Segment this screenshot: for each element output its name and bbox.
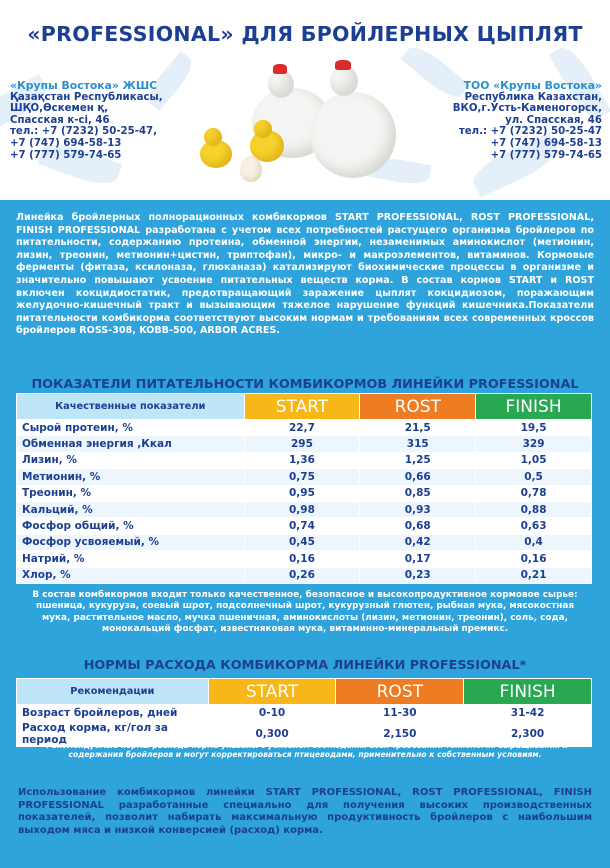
contact-line: +7 (777) 579-74-65: [10, 149, 122, 161]
table-row: [17, 501, 592, 517]
cell-finish: 329: [476, 436, 592, 452]
contact-org: ТОО «Крупы Востока»: [463, 79, 602, 92]
chick: [204, 128, 222, 146]
cell-finish: 0,21: [476, 567, 592, 583]
consumption-title: НОРМЫ РАСХОДА КОМБИКОРМА ЛИНЕЙКИ PROFESSIONAL*: [83, 658, 527, 673]
cell-rost: 0,17: [360, 551, 476, 567]
table-row: [17, 469, 592, 485]
column-rost: ROST: [360, 394, 476, 420]
table-row: [17, 518, 592, 534]
column-caption: Рекомендации: [17, 679, 209, 705]
cell-rost: 1,25: [360, 452, 476, 468]
cell-rost: 0,68: [360, 518, 476, 534]
cell-start: 0,300: [208, 722, 336, 747]
cell-rost: 21,5: [360, 420, 476, 436]
cell-start: 0,95: [244, 485, 360, 501]
footnote: *Рекомендуемые нормы расхода корма указаны с условием соблюдения всех требований технологии выращивания и содержания бройлеров и могут корректироваться птицеводами, применительно к собственным условиям.: [42, 741, 568, 760]
cell-rost: 0,23: [360, 567, 476, 583]
column-start: START: [208, 679, 336, 705]
row-label: Натрий, %: [17, 551, 245, 567]
contact-line: ШҚО,Өскемен қ,: [10, 103, 109, 115]
row-label: Возраст бройлеров, дней: [17, 705, 209, 722]
contact-line: тел.: +7 (7232) 50-25-47,: [10, 126, 158, 138]
cell-finish: 0,4: [476, 534, 592, 550]
row-label: Хлор, %: [17, 567, 245, 583]
contact-line: ВКО,г.Усть-Каменогорск,: [452, 103, 602, 115]
intro-paragraph: Линейка бройлерных полнорационных комбикормов START PROFESSIONAL, ROST PROFESSIONAL, FINISH PROFESSIONAL разработана с учетом всех потребностей растущего организма бройлеров по питательности, содержанию протеина, обменной энергии, незаменимых аминокислот (метионин, лизин, треонин, метионин+цистин, триптофан), микро- и макроэлементов, витаминов. Кормовые ферменты (фитаза, ксилоназа, глюканаза) катализируют биохимические процессы в организме и значительно повышают усвоение питательных веществ корма. В состав кормов START и ROST включен кокцидиостатик, предотвращающий заражение цыплят кокцидиозом, поражающим желудочно-кишечный тракт и вызывающим тяжелое нарушение функций кишечника.Показатели питательности комбикорма соответствуют высоким нормам и требованиям всех современных кроссов бройлеров ROSS-308, KOBB-500, ARBOR ACRES.: [16, 212, 594, 337]
egg: [240, 156, 262, 182]
header-band: [0, 0, 610, 200]
column-caption: Качественные показатели: [17, 394, 245, 420]
chick: [254, 120, 272, 138]
row-label: Метионин, %: [17, 469, 245, 485]
table-row: [17, 567, 592, 583]
contact-line: тел.: +7 (7232) 50-25-47: [458, 126, 602, 138]
row-label: Фосфор усвояемый, %: [17, 534, 245, 550]
table-row: [17, 485, 592, 501]
table-row: [17, 452, 592, 468]
contact-block-ru: [453, 80, 602, 161]
cell-rost: 0,66: [360, 469, 476, 485]
table-row: [17, 436, 592, 452]
table-header-row: [17, 679, 592, 705]
cell-finish: 0,16: [476, 551, 592, 567]
contact-line: +7 (777) 579-74-65: [490, 149, 602, 161]
table-row: [17, 420, 592, 436]
nutrition-table: [16, 393, 592, 584]
table-row: [17, 551, 592, 567]
consumption-table: [16, 678, 592, 747]
contact-org: «Крупы Востока» ЖШС: [10, 79, 158, 92]
cell-start: 0-10: [208, 705, 336, 722]
row-label: Фосфор общий, %: [17, 518, 245, 534]
cell-finish: 31-42: [464, 705, 592, 722]
contact-line: Қазақстан Республикасы,: [10, 91, 163, 103]
cell-finish: 0,5: [476, 469, 592, 485]
hen-head: [330, 66, 358, 96]
cell-rost: 0,42: [360, 534, 476, 550]
cell-start: 295: [244, 436, 360, 452]
contact-line: ул. Спасская, 46: [505, 114, 602, 126]
contact-line: +7 (747) 694-58-13: [490, 137, 602, 149]
row-label: Лизин, %: [17, 452, 245, 468]
cell-finish: 1,05: [476, 452, 592, 468]
cell-start: 0,98: [244, 501, 360, 517]
cell-rost: 0,85: [360, 485, 476, 501]
contact-line: Республика Казахстан,: [464, 91, 602, 103]
row-label: Расход корма, кг/гол за период: [17, 722, 209, 747]
hen-comb: [273, 64, 287, 74]
row-label: Треонин, %: [17, 485, 245, 501]
cell-start: 0,75: [244, 469, 360, 485]
column-finish: FINISH: [464, 679, 592, 705]
ingredients-paragraph: В состав комбикормов входит только качественное, безопасное и высокопродуктивное кормовое сырье: пшеница, кукуруза, соевый шрот, подсолнечный шрот, кукурузный глютен, рыбная мука, мясокостная мука, растительное масло, мучка пшеничная, аминокислоты (лизин, метионин, треонин), соль, сода, монокальций фосфат, известняковая мука, витаминно-минеральный премикс.: [32, 590, 578, 635]
column-rost: ROST: [336, 679, 464, 705]
cell-finish: 2,300: [464, 722, 592, 747]
cell-finish: 0,78: [476, 485, 592, 501]
cell-rost: 315: [360, 436, 476, 452]
table-row: [17, 534, 592, 550]
hen-comb: [335, 60, 351, 70]
cell-rost: 2,150: [336, 722, 464, 747]
cell-start: 0,16: [244, 551, 360, 567]
cell-rost: 11-30: [336, 705, 464, 722]
row-label: Сырой протеин, %: [17, 420, 245, 436]
table-header-row: [17, 394, 592, 420]
column-start: START: [244, 394, 360, 420]
hen-head: [268, 70, 294, 98]
contact-line: +7 (747) 694-58-13: [10, 137, 122, 149]
cell-start: 0,74: [244, 518, 360, 534]
contact-block-kz: [10, 80, 163, 161]
nutrition-title: ПОКАЗАТЕЛИ ПИТАТЕЛЬНОСТИ КОМБИКОРМОВ ЛИНЕЙКИ PROFESSIONAL: [31, 377, 579, 392]
cell-start: 1,36: [244, 452, 360, 468]
page-title: «PROFESSIONAL» ДЛЯ БРОЙЛЕРНЫХ ЦЫПЛЯТ: [27, 22, 583, 46]
hen-body: [310, 92, 396, 178]
column-finish: FINISH: [476, 394, 592, 420]
cell-finish: 19,5: [476, 420, 592, 436]
row-label: Кальций, %: [17, 501, 245, 517]
contact-line: Спасская к-сі, 46: [10, 114, 110, 126]
cell-start: 22,7: [244, 420, 360, 436]
outro-paragraph: Использование комбикормов линейки START PROFESSIONAL, ROST PROFESSIONAL, FINISH PROFESSIONAL разработанные специально для получения высоких производственных показателей, позволит набирать максимальную продуктивность бройлеров с наибольшим выходом мяса и низкой конверсией (расход) корма.: [18, 787, 592, 836]
table-row: [17, 705, 592, 722]
cell-start: 0,26: [244, 567, 360, 583]
row-label: Обменная энергия ,Ккал: [17, 436, 245, 452]
cell-finish: 0,88: [476, 501, 592, 517]
cell-rost: 0,93: [360, 501, 476, 517]
cell-start: 0,45: [244, 534, 360, 550]
cell-finish: 0,63: [476, 518, 592, 534]
